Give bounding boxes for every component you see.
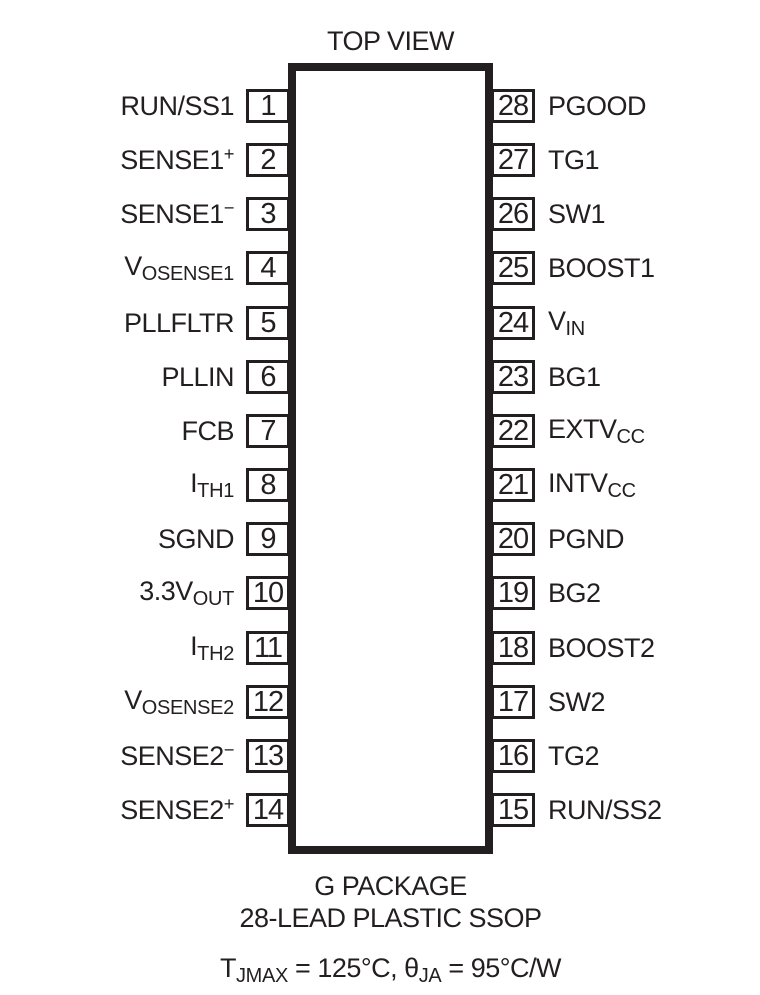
label-text: SENSE2 bbox=[120, 741, 224, 772]
pin-number-box-14: 14 bbox=[246, 793, 290, 827]
label-text: PLLIN bbox=[161, 361, 234, 392]
label-text: SENSE1 bbox=[120, 145, 224, 176]
pin-label-21 bbox=[548, 467, 636, 502]
pin-label-17 bbox=[548, 686, 606, 717]
pin-label-6 bbox=[161, 361, 234, 392]
label-text: PGND bbox=[548, 523, 625, 554]
pin-label-9 bbox=[157, 523, 234, 554]
subscript-text: CC bbox=[616, 425, 645, 448]
label-text: SENSE2 bbox=[120, 795, 224, 826]
label-text: SENSE1 bbox=[120, 199, 224, 230]
pin-row-9 bbox=[158, 522, 290, 556]
pin-row-11 bbox=[190, 631, 290, 665]
subscript-text: JA bbox=[418, 964, 442, 987]
pin-label-23 bbox=[548, 361, 601, 392]
top-view-label: TOP VIEW bbox=[326, 26, 455, 56]
pin-row-3 bbox=[120, 197, 290, 231]
pin-number-box-21: 21 bbox=[491, 468, 535, 502]
pin-row-25 bbox=[491, 251, 655, 285]
pin-label-12 bbox=[124, 684, 234, 719]
pin-number-box-4: 4 bbox=[246, 251, 290, 285]
pin-row-2 bbox=[120, 143, 290, 177]
label-text: I bbox=[190, 630, 198, 661]
pin-number-box-26: 26 bbox=[491, 197, 535, 231]
pin-row-12 bbox=[124, 685, 290, 719]
label-text: BG2 bbox=[548, 577, 601, 608]
pin-number-box-18: 18 bbox=[491, 631, 535, 665]
pin-number-box-24: 24 bbox=[491, 306, 535, 340]
pin-row-14 bbox=[120, 793, 290, 827]
pin-label-16 bbox=[548, 740, 600, 771]
package-description: 28-LEAD PLASTIC SSOP bbox=[239, 903, 542, 933]
pin-row-10 bbox=[139, 576, 290, 610]
ic-package-body bbox=[288, 63, 493, 854]
label-text: θ bbox=[404, 953, 419, 983]
pin-number-box-8: 8 bbox=[246, 468, 290, 502]
pin-number-box-10: 10 bbox=[246, 576, 290, 610]
pin-label-20 bbox=[548, 523, 625, 554]
pin-row-8 bbox=[190, 468, 290, 502]
label-text: = 125°C, bbox=[288, 953, 405, 983]
pin-label-13 bbox=[120, 741, 234, 770]
pin-number-box-20: 20 bbox=[491, 522, 535, 556]
pin-number-box-17: 17 bbox=[491, 685, 535, 719]
label-text: BOOST1 bbox=[548, 252, 655, 283]
subscript-text: OSENSE2 bbox=[141, 696, 234, 719]
pin-row-23 bbox=[491, 360, 601, 394]
pin-label-28 bbox=[548, 90, 647, 121]
pin-label-24 bbox=[548, 305, 585, 340]
pin-label-18 bbox=[548, 632, 655, 663]
subscript-text: TH1 bbox=[197, 479, 234, 502]
label-text: RUN/SS1 bbox=[120, 90, 234, 121]
pin-label-8 bbox=[190, 467, 234, 502]
label-text: SW1 bbox=[548, 198, 606, 229]
pin-number-box-12: 12 bbox=[246, 685, 290, 719]
pin-row-24 bbox=[491, 306, 585, 340]
label-text: I bbox=[190, 467, 198, 498]
pin-label-11 bbox=[190, 630, 234, 665]
pin-number-box-3: 3 bbox=[246, 197, 290, 231]
pin-row-6 bbox=[161, 360, 290, 394]
pin-label-5 bbox=[123, 307, 234, 338]
pin-number-box-6: 6 bbox=[246, 360, 290, 394]
label-text: SW2 bbox=[548, 686, 606, 717]
pin-number-box-23: 23 bbox=[491, 360, 535, 394]
pin-number-box-13: 13 bbox=[246, 739, 290, 773]
pin-label-22 bbox=[548, 413, 645, 448]
pin-row-26 bbox=[491, 197, 605, 231]
subscript-text: TH2 bbox=[197, 642, 234, 665]
pin-label-7 bbox=[181, 415, 235, 446]
pin-number-box-5: 5 bbox=[246, 306, 290, 340]
label-text: TG1 bbox=[548, 144, 600, 175]
pin-label-15 bbox=[548, 794, 662, 825]
subscript-text: IN bbox=[565, 317, 585, 340]
superscript-text: + bbox=[223, 793, 234, 815]
subscript-text: OSENSE1 bbox=[141, 262, 234, 285]
pin-label-2 bbox=[120, 145, 234, 174]
pin-number-box-15: 15 bbox=[491, 793, 535, 827]
label-text: INTV bbox=[548, 467, 608, 498]
pin-row-15 bbox=[491, 793, 662, 827]
pin-label-4 bbox=[124, 250, 234, 285]
pin-row-1 bbox=[120, 89, 290, 123]
pin-number-box-2: 2 bbox=[246, 143, 290, 177]
superscript-text: − bbox=[223, 197, 234, 219]
label-text: BG1 bbox=[548, 361, 601, 392]
pin-label-3 bbox=[120, 199, 234, 228]
pin-label-19 bbox=[548, 577, 601, 608]
pin-row-27 bbox=[491, 143, 599, 177]
label-text: V bbox=[124, 684, 142, 715]
subscript-text: CC bbox=[607, 479, 636, 502]
pin-number-box-25: 25 bbox=[491, 251, 535, 285]
pin-number-box-7: 7 bbox=[246, 414, 290, 448]
label-text: PGOOD bbox=[548, 90, 647, 121]
pin-number-box-22: 22 bbox=[491, 414, 535, 448]
pin-label-1 bbox=[120, 90, 234, 121]
pin-number-box-9: 9 bbox=[246, 522, 290, 556]
package-name: G PACKAGE bbox=[314, 871, 467, 901]
pin-row-7 bbox=[182, 414, 291, 448]
label-text: = 95°C/W bbox=[441, 953, 562, 983]
pin-row-13 bbox=[120, 739, 290, 773]
label-text: BOOST2 bbox=[548, 632, 655, 663]
pin-number-box-27: 27 bbox=[491, 143, 535, 177]
pin-row-20 bbox=[491, 522, 624, 556]
pin-row-5 bbox=[124, 306, 290, 340]
superscript-text: + bbox=[223, 143, 234, 165]
pin-number-box-19: 19 bbox=[491, 576, 535, 610]
thermal-note bbox=[88, 953, 693, 988]
label-text: FCB bbox=[181, 415, 234, 446]
superscript-text: − bbox=[223, 739, 234, 761]
pin-row-16 bbox=[491, 739, 599, 773]
pin-number-box-28: 28 bbox=[491, 89, 535, 123]
pin-label-14 bbox=[120, 795, 234, 824]
pin-label-25 bbox=[548, 252, 655, 283]
label-text: PLLFLTR bbox=[123, 307, 234, 338]
label-text: RUN/SS2 bbox=[548, 794, 662, 825]
pin-label-26 bbox=[548, 198, 606, 229]
pin-label-27 bbox=[548, 144, 600, 175]
label-text: 3.3V bbox=[139, 575, 193, 606]
label-text: SGND bbox=[157, 523, 234, 554]
pin-number-box-1: 1 bbox=[246, 89, 290, 123]
label-text: T bbox=[219, 953, 236, 983]
pin-row-17 bbox=[491, 685, 605, 719]
pin-row-18 bbox=[491, 631, 655, 665]
pin-row-22 bbox=[491, 414, 645, 448]
pin-number-box-11: 11 bbox=[246, 631, 290, 665]
label-text: V bbox=[124, 250, 142, 281]
pin-number-box-16: 16 bbox=[491, 739, 535, 773]
label-text: TG2 bbox=[548, 740, 600, 771]
pin-label-10 bbox=[139, 575, 234, 610]
subscript-text: JMAX bbox=[235, 964, 289, 987]
label-text: EXTV bbox=[548, 413, 617, 444]
label-text: V bbox=[548, 305, 566, 336]
pin-row-28 bbox=[491, 89, 646, 123]
subscript-text: OUT bbox=[192, 587, 234, 610]
pin-row-21 bbox=[491, 468, 636, 502]
pin-row-4 bbox=[124, 251, 290, 285]
pin-row-19 bbox=[491, 576, 601, 610]
